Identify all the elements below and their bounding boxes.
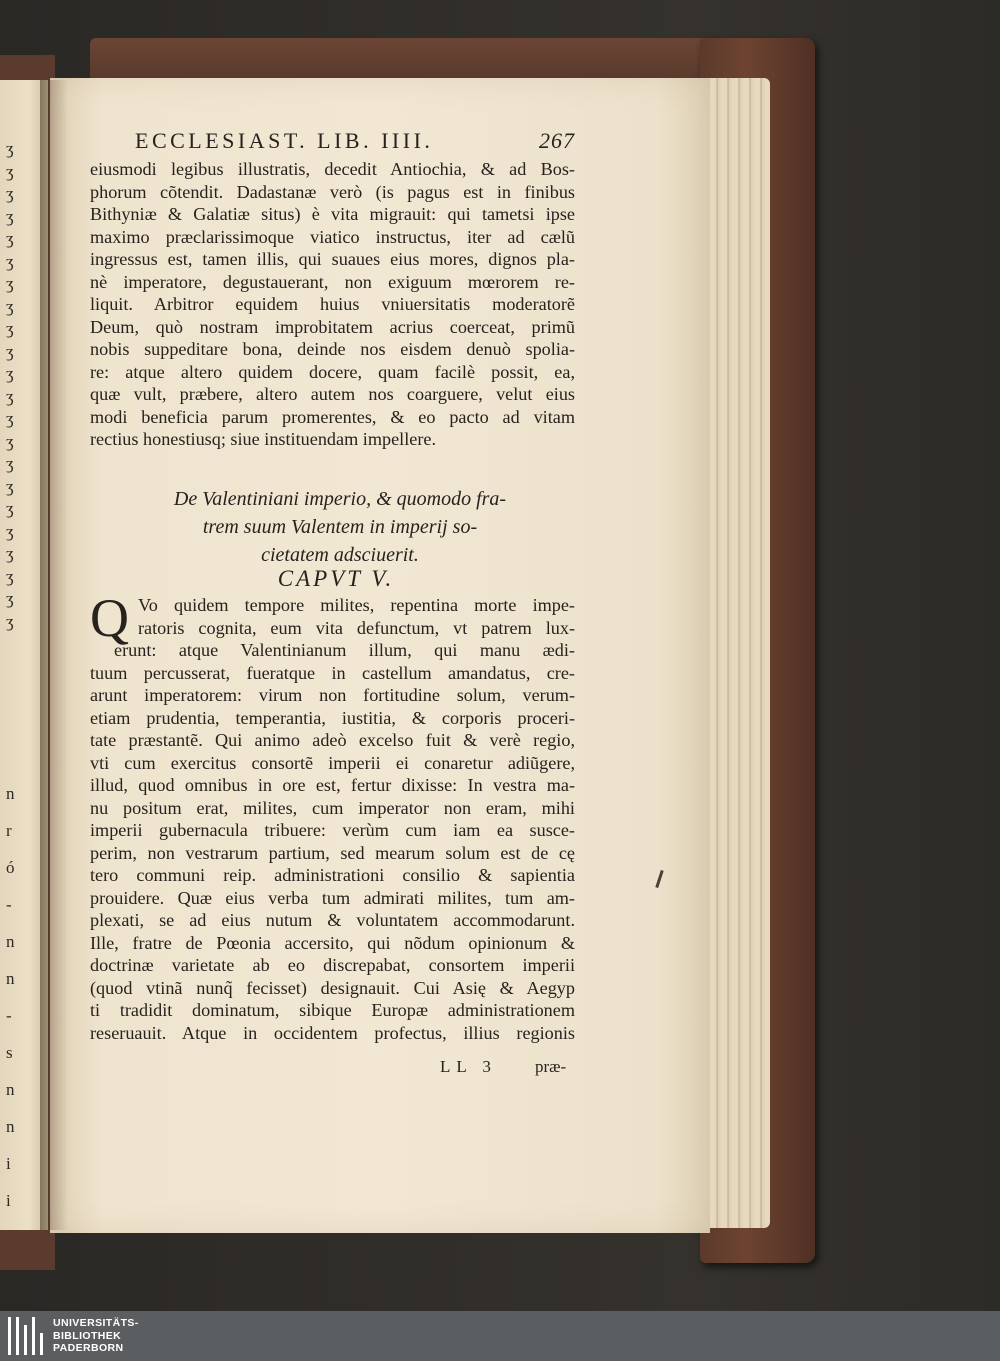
margin-fragment: ó [6,858,15,877]
margin-fragment: ʒ [6,161,14,181]
margin-fragment: - [6,1006,12,1025]
text-line: erunt: atque Valentinianum illum, qui manu ædi- [114,640,575,660]
gutter-shadow [40,80,68,1230]
text-line: prouidere. Quæ eius verba tum admirati milites, tum am- [90,887,575,908]
margin-fragment: ʒ [6,544,14,563]
margin-fragment: ʒ [6,431,14,451]
chapter-caption-line: trem suum Valentem in imperij so- [202,516,478,538]
text-line: perim, non vestrarum partium, sed mearum solum est de cę [90,842,575,863]
margin-fragment: ʒ [6,139,14,158]
library-name-line: BIBLIOTHEK [53,1329,122,1342]
text-line: Vo quidem tempore milites, repentina morte impe- [138,595,575,615]
margin-fragment: ʒ [6,476,14,496]
library-name [53,1317,139,1355]
drop-capital: Q [90,588,129,648]
margin-fragment: ʒ [6,499,14,518]
text-line: nè imperatore, degustauerant, non exiguum mœrorem re- [90,271,575,292]
margin-fragment: n [6,1080,15,1099]
margin-fragment: ʒ [6,341,14,361]
margin-fragment: n [6,969,15,988]
margin-fragment: i [6,1154,11,1173]
paragraph-2 [90,588,575,1044]
margin-fragment: ʒ [6,296,14,316]
margin-fragment: ʒ [6,251,14,271]
margin-fragment: ʒ [6,364,14,383]
text-line: plexati, se ad eius nutum & voluntatem accommodarunt. [90,910,575,930]
signature-mark: LL 3 [440,1057,497,1076]
text-line: arunt imperatorem: virum non fortitudine solum, verum- [90,685,575,705]
margin-fragment: ʒ [6,521,14,541]
text-line: nobis suppeditare bona, deinde nos eisdem denuò spolia- [90,339,575,359]
text-line: tero communi reip. administrationi consilio & sapientia [90,865,575,885]
left-page-margin-text [0,139,30,1210]
page-header [135,128,575,154]
library-footer-bar [0,1311,1000,1361]
text-line: Ille, fratre de Pœonia accersito, qui nõdum opinionum & [90,932,575,953]
text-line: tuum percusserat, fueratque in castellum amandatus, cre- [90,662,575,683]
catchword: præ- [535,1057,567,1076]
margin-fragment: n [6,1117,15,1136]
margin-fragment: r [6,821,12,840]
text-line: nu positum erat, milites, cum imperator non eram, mihi [90,797,575,818]
library-name-line: UNIVERSITÄTS- [53,1317,139,1329]
margin-fragment: ʒ [6,409,14,428]
text-line: vti cum exercitus consortẽ imperii ei conaretur adiũgere, [90,752,575,773]
margin-fragment: ʒ [6,454,14,473]
text-line: re: atque altero quidem docere, quam facilè possit, ea, [90,361,575,382]
text-line: (quod vtinã nunq̃ fecisset) designauit. Cui Asię & Aegyp [90,977,575,998]
running-head: ECCLESIAST. LIB. IIII. [135,128,434,153]
text-line: liquit. Arbitror equidem huius vniuersitatis moderatorẽ [90,294,575,314]
text-line: maximo præclarissimoque viatico instructus, iter ad cælũ [90,226,575,247]
text-line: tate præstantẽ. Qui animo adeò excelso fuit & verè regio, [90,730,575,750]
margin-fragment: i [6,1191,11,1210]
text-line: modi beneficia parum promerentes, & eo pacto ad vitam [90,406,575,427]
library-name-line: PADERBORN [53,1342,124,1354]
text-line: imperii gubernacula tribuere: verùm cum iam ea susce- [90,820,575,840]
paragraph-1 [90,158,575,451]
text-line: reseruauit. Atque in occidentem profectus, illius regionis [90,1022,575,1043]
margin-fragment: ʒ [6,274,14,293]
text-line: quæ vult, præbere, altero autem nos coarguere, velut eius [90,384,575,404]
text-line: Deum, quò nostram improbitatem acrius coerceat, primũ [90,316,575,337]
text-line: doctrinæ varietate ab eo discrepabat, consortem imperii [90,955,575,975]
margin-fragment: ʒ [6,184,14,203]
text-line: etiam prudentia, temperantia, iustitia, & corporis proceri- [90,707,575,728]
margin-fragment: ʒ [6,386,14,406]
text-line: ingressus est, tamen illis, qui suaues eius mores, dignos pla- [90,249,575,269]
text-line: rectius honestiusq; siue instituendam impellere. [90,429,436,449]
margin-fragment: n [6,784,15,803]
text-line: phorum cõtendit. Dadastanæ verò (is pagus est in finibus [90,181,575,202]
page-fore-edge [700,78,770,1228]
page-number: 267 [539,128,575,153]
text-line: illud, quod omnibus in ore est, fertur dixisse: In vestra ma- [90,775,575,795]
chapter-caption-line: cietatem adsciuerit. [261,544,419,566]
text-line: ti tradidit dominatum, sibique Europæ administrationem [90,1000,575,1020]
chapter-heading: CAPVT V. [277,566,395,591]
text-line: Bithyniæ & Galatiæ situs) è vita migrauit: qui tametsi ipse [90,204,575,224]
text-line: eiusmodi legibus illustratis, decedit Antiochia, & ad Bos- [90,159,575,179]
margin-fragment: s [6,1043,13,1062]
margin-fragment: n [6,932,15,951]
margin-fragment: ʒ [6,206,14,226]
margin-fragment: ʒ [6,229,14,248]
library-logo-icon [8,1317,46,1355]
margin-fragment: - [6,895,12,914]
text-line: ratoris cognita, eum vita defunctum, vt patrem lux- [138,617,575,638]
margin-fragment: ʒ [6,589,14,608]
margin-fragment: ʒ [6,566,14,586]
chapter-caption-line: De Valentiniani imperio, & quomodo fra- [173,488,507,510]
margin-fragment: ʒ [6,319,14,338]
margin-fragment: ʒ [6,611,14,631]
